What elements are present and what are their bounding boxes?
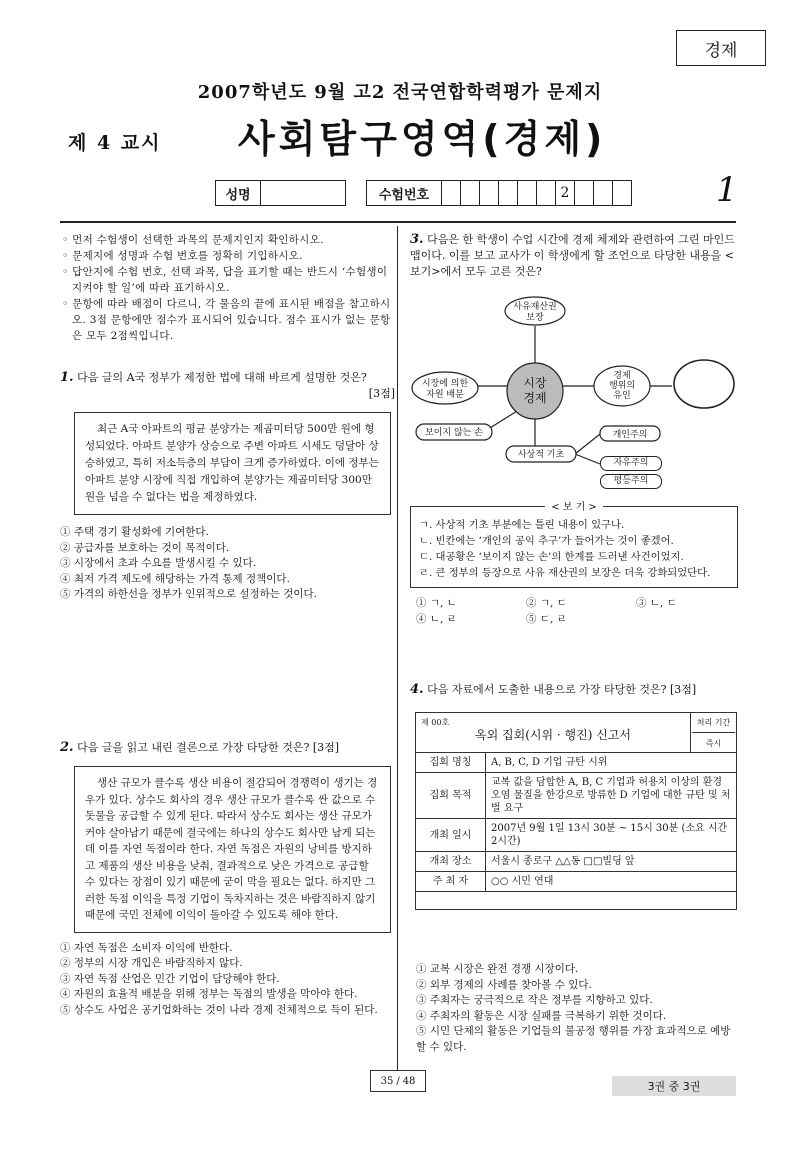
exam-no-digit[interactable] [498, 180, 518, 206]
map-node-liberalism: 자유주의 [600, 456, 662, 471]
question-stem: 다음은 한 학생이 수업 시간에 경제 체제와 관련하여 그린 마인드 맵이다. 이를 보고 교사가 이 학생에게 할 조언으로 타당한 내용을 <보기>에서 모두 고른 것은? [410, 233, 735, 278]
question-2 [60, 740, 395, 1018]
choice-item[interactable]: ④ 자원의 효율적 배분을 위해 정부는 독점의 발생을 막아야 한다. [60, 988, 358, 1000]
report-row-label: 개최 일시 [416, 819, 486, 852]
subject-box: 경제 [676, 30, 766, 66]
notice-list [62, 232, 392, 344]
choice-list [60, 941, 395, 1019]
report-row-label: 주 최 자 [416, 872, 486, 892]
report-row-value: ○○ 시민 연대 [486, 872, 737, 892]
name-exam-bar [216, 180, 632, 206]
map-node-top: 보장 [526, 313, 544, 323]
choice-item[interactable]: ④ 최저 가격 제도에 해당하는 가격 통제 정책이다. [60, 572, 290, 585]
mind-map [410, 286, 738, 466]
exam-no-digit[interactable] [536, 180, 556, 206]
name-field[interactable] [260, 180, 346, 206]
exam-no-digit[interactable]: 2 [555, 180, 575, 206]
choice-item[interactable]: ⑤ ㄷ, ㄹ [526, 612, 567, 625]
report-row-label: 개최 장소 [416, 852, 486, 872]
bogi-item: ㄴ. 빈칸에는 ‘개인의 공익 추구’가 들어가는 것이 좋겠어. [419, 535, 674, 547]
choice-list [416, 596, 738, 627]
choice-item[interactable]: ② 정부의 시장 개입은 바람직하지 않다. [60, 957, 243, 969]
choice-item[interactable]: ① 교복 시장은 완전 경쟁 시장이다. [416, 963, 579, 975]
map-node-invisible-hand: 보이지 않는 손 [425, 428, 483, 438]
question-number: 3. [410, 232, 424, 247]
report-period-value: 즉시 [692, 732, 735, 750]
notice-item: ◦ 문제지에 성명과 수험 번호를 정확히 기입하시오. [62, 250, 303, 262]
choice-item[interactable]: ⑤ 시민 단체의 활동은 기업들의 불공정 행위를 가장 효과적으로 예방할 수 있다. [416, 1025, 731, 1053]
question-4-stem [410, 682, 738, 698]
question-number: 4. [410, 682, 424, 697]
exam-no-digit[interactable] [612, 180, 632, 206]
choice-list [416, 962, 738, 1055]
exam-no-digit[interactable] [593, 180, 613, 206]
question-1 [60, 370, 395, 603]
volume-badge: 3권 중 3권 [612, 1076, 736, 1096]
passage-box: 생산 규모가 클수록 생산 비용이 절감되어 경쟁력이 생기는 경우가 있다. 상수도 회사의 경우 생산 규모가 클수록 싼 값으로 수돗물을 공급할 수 있게 된다. 따라서 상수도 회사는 생산 규모가 커야 살아남기 때문에 결국에는 하나의 상수도 회사만 남게 되는데 이를 자연 독점이라 한다. 자연 독점은 자원의 낭비를 방지하고 제품의 생산 비용을 낮춰, 결과적으로 낮은 가격으로 공급할 수 있다는 장점이 있기 때문에 굳이 막을 필요는 없다. 하지만 그러한 독점 이익을 특정 기업이 독차지하는 것은 바람직하지 않기 때문에 국민 전체에 이익이 돌아갈 수 있도록 해야 한다. [74, 766, 391, 933]
name-label: 성명 [215, 180, 261, 206]
exam-no-digit[interactable] [574, 180, 594, 206]
choice-item[interactable]: ② ㄱ, ㄷ [526, 597, 567, 609]
question-points: [3점] [368, 387, 395, 400]
choice-item[interactable]: ① 자연 독점은 소비자 이익에 반한다. [60, 941, 233, 954]
map-node-individualism: 개인주의 [612, 430, 648, 440]
choice-item[interactable]: ③ 자연 독점 산업은 민간 기업이 담당해야 한다. [60, 972, 280, 985]
bogi-item: ㄱ. 사상적 기초 부분에는 틀린 내용이 있구나. [419, 519, 625, 531]
map-center-line2: 경제 [523, 391, 547, 405]
choice-item[interactable]: ② 외부 경제의 사례를 찾아볼 수 있다. [416, 978, 592, 991]
rally-report-form [415, 712, 737, 948]
question-3 [410, 232, 738, 627]
bogi-title: < 보 기 > [545, 502, 603, 513]
header-rule [60, 221, 736, 223]
report-row-label: 집회 명칭 [416, 753, 486, 773]
notice-item: ◦ 답안지에 수험 번호, 선택 과목, 답을 표기할 때는 반드시 ‘수험생이 지켜야 할 일’에 따라 표기하시오. [62, 266, 388, 294]
exam-no-digit[interactable] [460, 180, 480, 206]
passage-box: 최근 A국 아파트의 평균 분양가는 제곱미터당 500만 원에 형성되었다. 아파트 분양가 상승으로 주변 아파트 시세도 덩달아 상승하였고, 특히 저소득층의 부담이 크게 증가하였다. 이에 정부는 아파트 분양 시장에 직접 개입하여 분양가는 제곱미터당 300만 원을 넘을 수 없다는 법을 제정하였다. [74, 412, 391, 515]
exam-no-digit[interactable] [441, 180, 461, 206]
bogi-item: ㄷ. 대공황은 ‘보이지 않는 손’의 한계를 드러낸 사건이었지. [419, 551, 684, 563]
choice-item[interactable]: ⑤ 가격의 하한선을 정부가 인위적으로 설정하는 것이다. [60, 588, 318, 600]
report-blank-row [416, 892, 737, 910]
choice-item[interactable]: ④ 주최자의 활동은 시장 실패를 극복하기 위한 것이다. [416, 1009, 667, 1022]
notice-item: ◦ 먼저 수험생이 선택한 과목의 문제지인지 확인하시오. [62, 234, 324, 246]
report-title: 옥외 집회(시위 · 행진) 신고서 [475, 728, 631, 742]
map-node-egalitarianism: 평등주의 [600, 474, 662, 489]
report-row-label: 집회 목적 [416, 773, 486, 819]
bogi-box [410, 502, 738, 588]
question-stem: 다음 자료에서 도출한 내용으로 가장 타당한 것은? [3점] [427, 683, 697, 696]
map-node-top: 사유재산권 [513, 302, 557, 312]
map-node-right: 유인 [613, 391, 631, 401]
choice-item[interactable]: ① ㄱ, ㄴ [416, 597, 457, 609]
report-row-value: 서울시 종로구 △△동 □□빌딩 앞 [486, 852, 737, 872]
report-row-value: 2007년 9월 1일 13시 30분 ~ 15시 30분 (소요 시간 2시간) [486, 819, 737, 852]
bogi-item: ㄹ. 큰 정부의 등장으로 사유 재산권의 보장은 더욱 강화되었단다. [419, 567, 711, 579]
choice-list [60, 525, 395, 603]
exam-no-label: 수험번호 [366, 180, 442, 206]
choice-item[interactable]: ② 공급자를 보호하는 것이 목적이다. [60, 541, 230, 554]
choice-item[interactable]: ① 주택 경기 활성화에 기여한다. [60, 526, 209, 538]
question-stem: 다음 글의 A국 정부가 제정한 법에 대해 바르게 설명한 것은? [77, 371, 367, 384]
exam-no-digit[interactable] [479, 180, 499, 206]
exam-no-digit[interactable] [517, 180, 537, 206]
report-row-value: A, B, C, D 기업 규탄 시위 [486, 753, 737, 773]
choice-item[interactable]: ③ 시장에서 초과 수요를 발생시킬 수 있다. [60, 557, 257, 569]
map-center-line1: 시장 [523, 376, 547, 390]
report-doc-no: 제 00호 [421, 718, 450, 727]
choice-item[interactable]: ③ ㄴ, ㄷ [636, 597, 677, 609]
map-node-ideology: 사상적 기초 [517, 450, 565, 460]
page-number: 1 [716, 170, 738, 210]
map-node-left: 자원 배분 [426, 390, 464, 400]
map-node-right: 행위의 [608, 381, 636, 391]
page-counter: 35 / 48 [370, 1070, 426, 1092]
page-counter-current: 35 [380, 1075, 394, 1087]
map-extra-nodes [410, 456, 738, 490]
page-counter-total: 48 [402, 1075, 416, 1087]
choice-item[interactable]: ④ ㄴ, ㄹ [416, 612, 457, 625]
exam-title: 2007학년도 9월 고2 전국연합학력평가 문제지 [197, 82, 603, 103]
question-stem: 다음 글을 읽고 내린 결론으로 가장 타당한 것은? [3점] [77, 741, 340, 754]
question-number: 2. [60, 740, 74, 755]
map-node-right: 경제 [613, 371, 631, 381]
column-divider [397, 226, 398, 1071]
map-node-left: 시장에 의한 [421, 379, 469, 389]
choice-item[interactable]: ⑤ 상수도 사업은 공기업화하는 것이 나라 경제 전체적으로 득이 된다. [60, 1003, 378, 1016]
notice-item: ◦ 문항에 따라 배점이 다르니, 각 물음의 끝에 표시된 배점을 참고하시오. 3점 문항에만 점수가 표시되어 있습니다. 점수 표시가 없는 문항은 모두 2점씩입니다. [62, 298, 391, 342]
question-number: 1. [60, 370, 74, 385]
report-period-label: 처리 기간 [696, 717, 731, 727]
period-label: 제 4 교시 [68, 132, 162, 154]
area-title: 사회탐구영역(경제) [238, 117, 607, 161]
report-row-value: 교복 값을 담합한 A, B, C 기업과 허용치 이상의 환경오염 물질을 한강으로 방류한 D 기업에 대한 규탄 및 처벌 요구 [486, 773, 737, 819]
choice-item[interactable]: ③ 주최자는 궁극적으로 작은 정부를 지향하고 있다. [416, 994, 653, 1006]
